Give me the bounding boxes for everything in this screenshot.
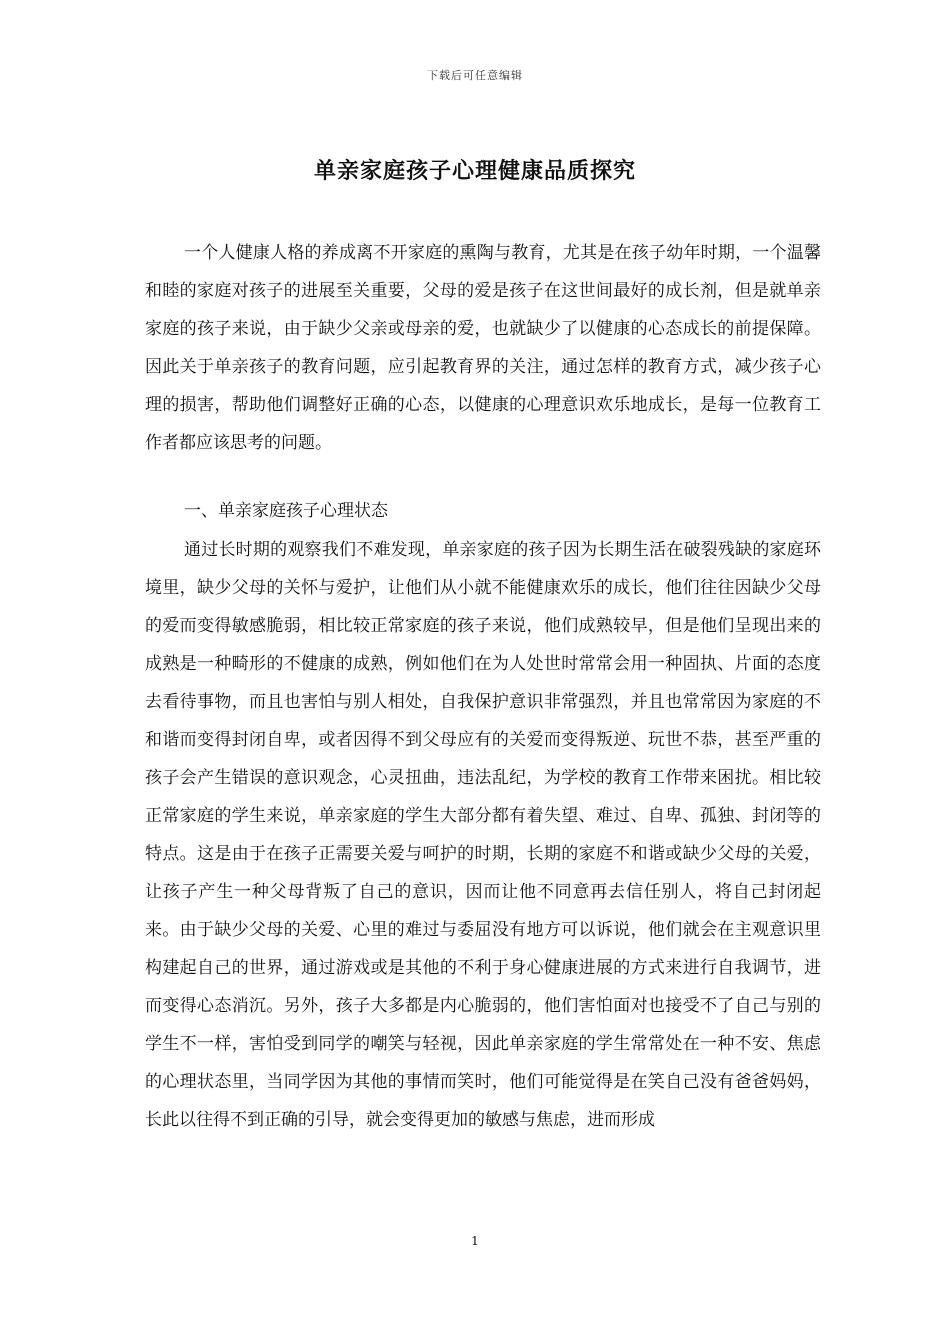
section-heading: 一、单亲家庭孩子心理状态 xyxy=(184,501,388,521)
intro-paragraph: 一个人健康人格的养成离不开家庭的熏陶与教育，尤其是在孩子幼年时期，一个温馨和睦的家庭对孩子的进展至关重要，父母的爱是孩子在这世间最好的成长剂，但是就单亲家庭的孩子来说，由于缺少父亲或母亲的爱，也就缺少了以健康的心态成长的前提保障。因此关于单亲孩子的教育问题，应引起教育界的关注，通过怎样的教育方式，减少孩子心理的损害，帮助他们调整好正确的心态，以健康的心理意识欢乐地成长，是每一位教育工作者都应该思考的问题。 xyxy=(145,243,821,453)
document-title: 单亲家庭孩子心理健康品质探究 xyxy=(313,158,636,184)
page-number: 1 xyxy=(471,1234,479,1248)
section-paragraph: 通过长时期的观察我们不难发现，单亲家庭的孩子因为长期生活在破裂残缺的家庭环境里，缺少父母的关怀与爱护，让他们从小就不能健康欢乐的成长，他们往往因缺少父母的爱而变得敏感脆弱，相比较正常家庭的孩子来说，他们成熟较早，但是他们呈现出来的成熟是一种畸形的不健康的成熟，例如他们在为人处世时常常会用一种固执、片面的态度去看待事物，而且也害怕与别人相处，自我保护意识非常强烈，并且也常常因为家庭的不和谐而变得封闭自卑，或者因得不到父母应有的关爱而变得叛逆、玩世不恭，甚至严重的孩子会产生错误的意识观念，心灵扭曲，违法乱纪，为学校的教育工作带来困扰。相比较正常家庭的学生来说，单亲家庭的学生大部分都有着失望、难过、自卑、孤独、封闭等的特点。这是由于在孩子正需要关爱与呵护的时期，长期的家庭不和谐或缺少父母的关爱，让孩子产生一种父母背叛了自己的意识，因而让他不同意再去信任别人，将自己封闭起来。由于缺少父母的关爱、心里的难过与委屈没有地方可以诉说，他们就会在主观意识里构建起自己的世界，通过游戏或是其他的不利于身心健康进展的方式来进行自我调节，进而变得心态消沉。另外，孩子大多都是内心脆弱的，他们害怕面对也接受不了自己与别的学生不一样，害怕受到同学的嘲笑与轻视，因此单亲家庭的学生常常处在一种不安、焦虑的心理状态里，当同学因为其他的事情而笑时，他们可能觉得是在笑自己没有爸爸妈妈，长此以往得不到正确的引导，就会变得更加的敏感与焦虑，进而形成 xyxy=(145,540,821,1130)
header-note: 下载后可任意编辑 xyxy=(427,69,523,82)
